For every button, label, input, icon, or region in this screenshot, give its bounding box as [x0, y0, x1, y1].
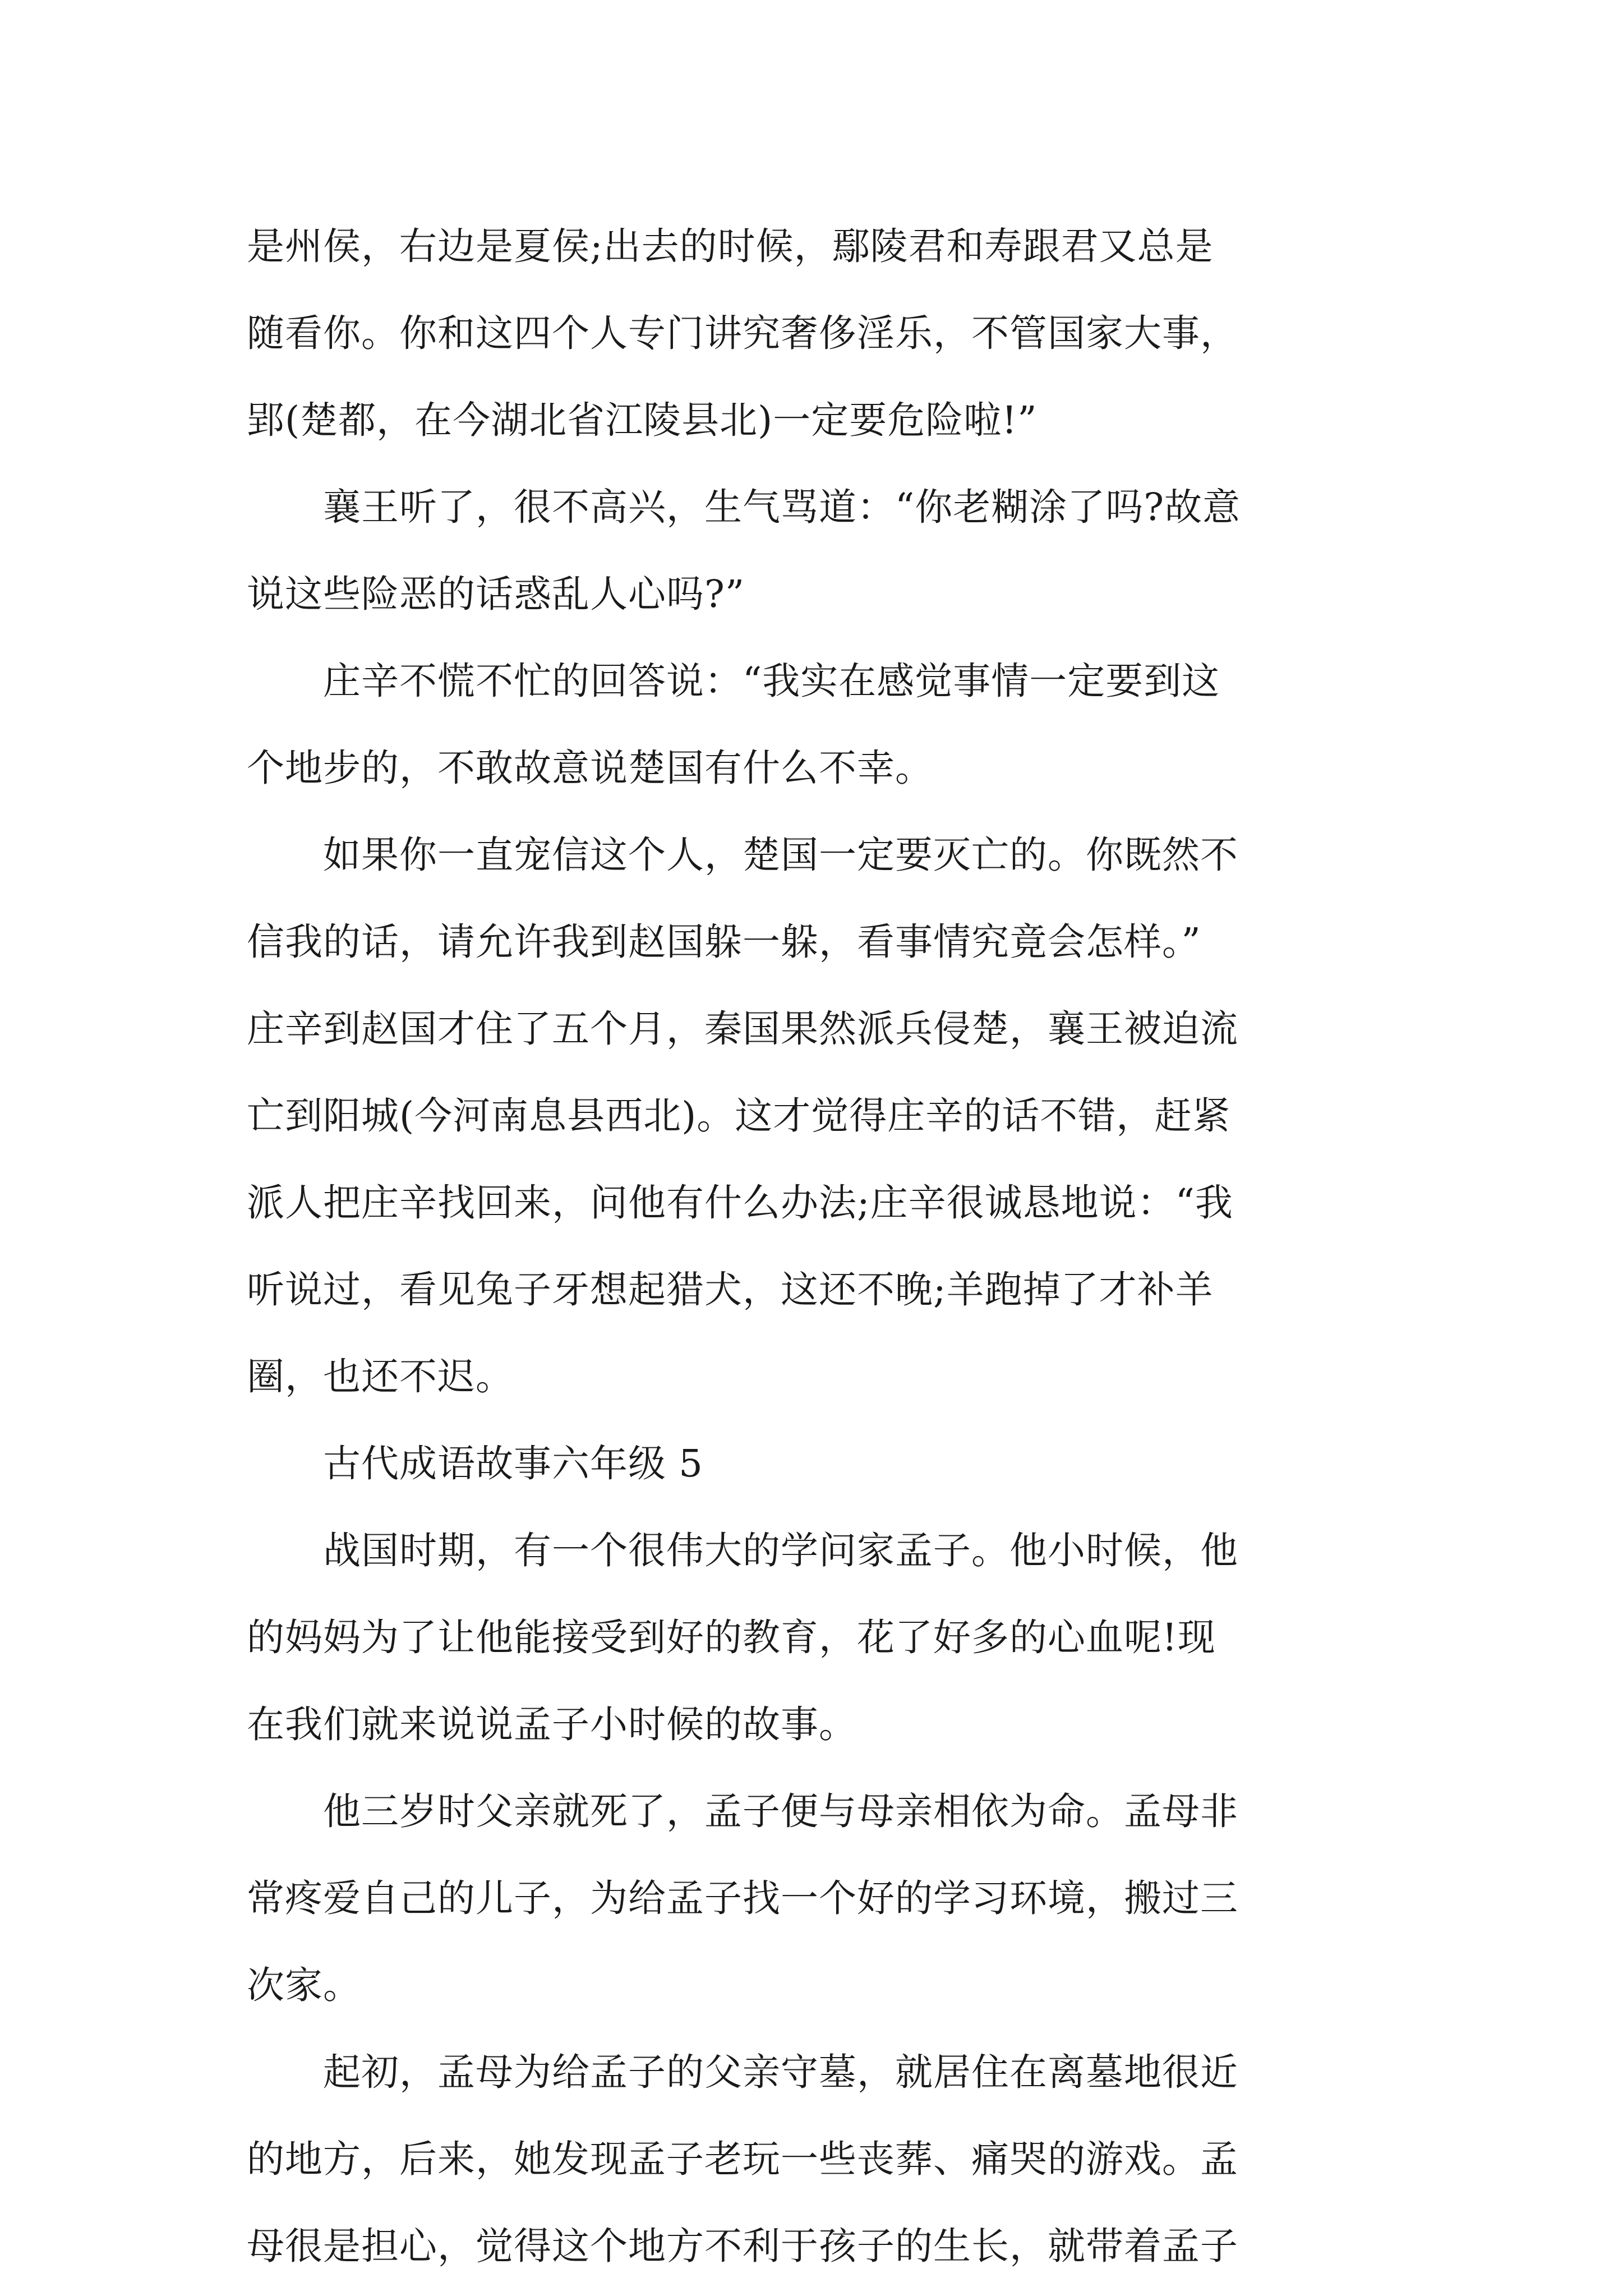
text-line: 亡到阳城(今河南息县西北)。这才觉得庄辛的话不错，赶紧 — [247, 1094, 1231, 1138]
text-line: 母很是担心，觉得这个地方不利于孩子的生长，就带着孟子 — [247, 2224, 1238, 2268]
text-line: 听说过，看见兔子牙想起猎犬，这还不晚;羊跑掉了才补羊 — [247, 1268, 1214, 1312]
text-line: 是州侯，右边是夏侯;出去的时候，鄢陵君和寿跟君又总是 — [247, 224, 1214, 268]
text-line: 的地方，后来，她发现孟子老玩一些丧葬、痛哭的游戏。孟 — [247, 2137, 1238, 2181]
text-line: 在我们就来说说孟子小时候的故事。 — [247, 1703, 857, 1746]
text-line: 派人把庄辛找回来，问他有什么办法;庄辛很诚恳地说：“我 — [247, 1181, 1233, 1225]
text-line: 郢(楚都，在今湖北省江陵县北)一定要危险啦!” — [247, 398, 1038, 442]
text-line: 庄辛不慌不忙的回答说：“我实在感觉事情一定要到这 — [323, 659, 1220, 703]
text-line: 他三岁时父亲就死了，孟子便与母亲相依为命。孟母非 — [323, 1789, 1238, 1833]
text-line: 如果你一直宠信这个人，楚国一定要灭亡的。你既然不 — [323, 833, 1238, 877]
text-line: 说这些险恶的话惑乱人心吗?” — [247, 572, 745, 616]
paragraph-first-move — [247, 2029, 1396, 2290]
text-line: 常疼爱自己的儿子，为给孟子找一个好的学习环境，搬过三 — [247, 1876, 1238, 1920]
text-line: 襄王听了，很不高兴，生气骂道：“你老糊涂了吗?故意 — [323, 485, 1241, 529]
text-line: 起初，孟母为给孟子的父亲守墓，就居住在离墓地很近 — [323, 2050, 1238, 2094]
text-line: 次家。 — [247, 1963, 361, 2007]
text-line: 信我的话，请允许我到赵国躲一躲，看事情究竟会怎样。” — [247, 920, 1201, 964]
text-line: 随看你。你和这四个人专门讲究奢侈淫乐，不管国家大事， — [247, 311, 1238, 355]
document-body — [247, 203, 1396, 2290]
section-heading: 古代成语故事六年级 5 — [323, 1442, 703, 1485]
paragraph-king-angry — [247, 464, 1396, 638]
paragraph-continuation — [247, 203, 1396, 464]
paragraph-warning — [247, 812, 1396, 1420]
text-line: 圈，也还不迟。 — [247, 1355, 514, 1398]
paragraph-zhuangxin-reply — [247, 638, 1396, 812]
paragraph-mencius-childhood — [247, 1768, 1396, 2029]
text-line: 个地步的，不敢故意说楚国有什么不幸。 — [247, 746, 933, 790]
text-line: 的妈妈为了让他能接受到好的教育，花了好多的心血呢!现 — [247, 1616, 1216, 1659]
paragraph-mencius-intro — [247, 1507, 1396, 1768]
text-line: 战国时期，有一个很伟大的学问家孟子。他小时候，他 — [323, 1529, 1238, 1572]
text-line: 庄辛到赵国才住了五个月，秦国果然派兵侵楚，襄王被迫流 — [247, 1007, 1238, 1051]
